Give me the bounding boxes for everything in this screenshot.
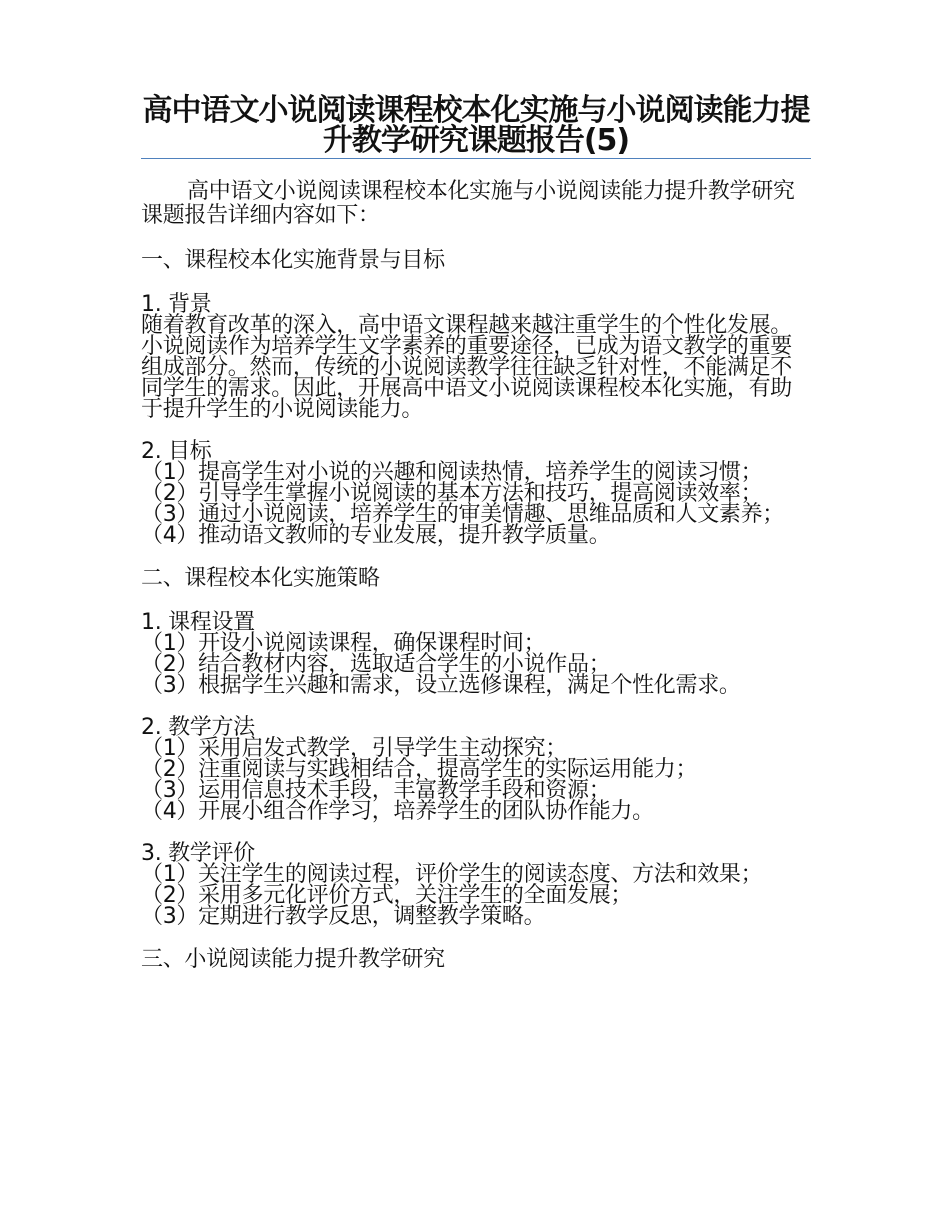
goal-item: （2）引导学生掌握小说阅读的基本方法和技巧，提高阅读效率； [141, 481, 763, 506]
document-title: 高中语文小说阅读课程校本化实施与小说阅读能力提升教学研究课题报告(5) [142, 93, 810, 158]
goal-item: （3）通过小说阅读，培养学生的审美情趣、思维品质和人文素养； [141, 502, 784, 527]
goal-item: （1）提高学生对小说的兴趣和阅读热情，培养学生的阅读习惯； [141, 460, 763, 485]
section-heading-2: 二、课程校本化实施策略 [141, 566, 380, 591]
eval-heading: 3. 教学评价 [141, 841, 255, 866]
eval-item: （1）关注学生的阅读过程，评价学生的阅读态度、方法和效果； [141, 862, 763, 887]
method-item: （4）开展小组合作学习，培养学生的团队协作能力。 [141, 799, 654, 824]
intro-paragraph: 高中语文小说阅读课程校本化实施与小说阅读能力提升教学研究课题报告详细内容如下： [141, 179, 795, 228]
eval-item: （2）采用多元化评价方式，关注学生的全面发展； [141, 883, 633, 908]
course-heading: 1. 课程设置 [141, 610, 255, 635]
course-item: （3）根据学生兴趣和需求，设立选修课程，满足个性化需求。 [141, 673, 741, 698]
document-page [141, 93, 811, 972]
method-item: （2）注重阅读与实践相结合，提高学生的实际运用能力； [141, 757, 698, 782]
method-heading: 2. 教学方法 [141, 715, 255, 740]
method-item: （1）采用启发式教学，引导学生主动探究； [141, 736, 567, 761]
course-item: （2）结合教材内容，选取适合学生的小说作品； [141, 652, 611, 677]
goal-heading: 2. 目标 [141, 439, 212, 464]
course-item: （1）开设小说阅读课程，确保课程时间； [141, 631, 546, 656]
background-heading: 1. 背景 [141, 292, 212, 317]
method-item: （3）运用信息技术手段，丰富教学手段和资源； [141, 778, 611, 803]
section-heading-3: 三、小说阅读能力提升教学研究 [141, 947, 445, 972]
goal-item: （4）推动语文教师的专业发展，提升教学质量。 [141, 523, 611, 548]
section-heading-1: 一、课程校本化实施背景与目标 [141, 248, 445, 273]
eval-item: （3）定期进行教学反思，调整教学策略。 [141, 904, 546, 929]
background-paragraph: 随着教育改革的深入，高中语文课程越来越注重学生的个性化发展。小说阅读作为培养学生文学素养的重要途径，已成为语文教学的重要组成部分。然而，传统的小说阅读教学往往缺乏针对性，不能满足不同学生的需求。因此，开展高中语文小说阅读课程校本化实施，有助于提升学生的小说阅读能力。 [141, 313, 793, 422]
